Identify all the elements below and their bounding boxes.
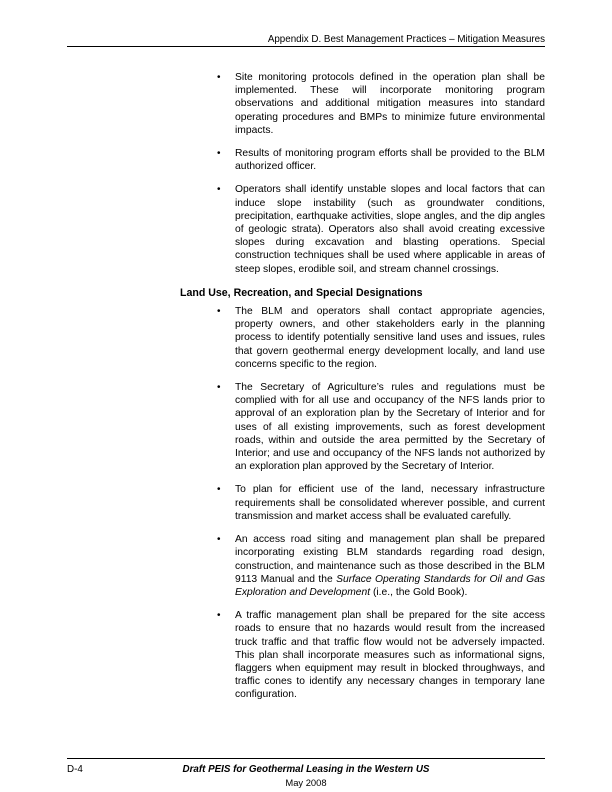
bullet-item: [180, 71, 545, 137]
footer-rule: [67, 758, 545, 759]
footer-page-number: D-4: [67, 764, 83, 775]
bullet-text: Site monitoring protocols defined in the operation plan shall be implemented. These will incorporate monitoring program observations and additional mitigation measures into standard operating procedures and BMPs to minimize future environmental impacts.: [235, 72, 545, 136]
bullet-marker: •: [217, 306, 221, 318]
bullet-item: [180, 483, 545, 523]
bullet-marker: •: [217, 610, 221, 622]
page-body: [180, 71, 545, 712]
bullet-item: [180, 183, 545, 275]
bullet-text: An access road siting and management plan shall be prepared incorporating existing BLM standards regarding road design, construction, and maintenance such as those described in the BLM 9113 Manual and the Surface Operating Standards for Oil and Gas Exploration and Development (i.e., the Gold Book).: [235, 534, 545, 598]
bullet-item: [180, 147, 545, 173]
bullet-marker: •: [217, 534, 221, 546]
bullet-text: The Secretary of Agriculture’s rules and regulations must be complied with for all use and occupancy of the NFS lands prior to approval of an exploration plan by the Secretary of Interior and for uses of all existing improvements, such as forest development roads, within and outside the area permitted by the Secretary of Interior; and use and occupancy of the NFS lands not authorized by an exploration plan approved by the Secretary of Interior.: [235, 382, 545, 473]
bullet-marker: •: [217, 184, 221, 196]
footer-date: May 2008: [285, 777, 327, 788]
bullet-item: [180, 305, 545, 371]
bullet-text: A traffic management plan shall be prepared for the site access roads to ensure that no hazards would result from the increased truck traffic and that traffic flow would not be adversely impacted. This plan shall incorporate measures such as informational signs, flaggers when equipment may result in blocked throughways, and traffic cones to identify any necessary changes in temporary lane configuration.: [235, 610, 545, 701]
footer-doc-title: Draft PEIS for Geothermal Leasing in the Western US: [182, 764, 430, 775]
bullet-text: To plan for efficient use of the land, necessary infrastructure requirements shall be consolidated wherever possible, and current transmission and market access shall be evaluated carefully.: [235, 484, 545, 522]
bullet-item: [180, 533, 545, 599]
bullet-marker: •: [217, 148, 221, 160]
bullet-text: Results of monitoring program efforts shall be provided to the BLM authorized officer.: [235, 148, 545, 173]
header-rule: [67, 46, 545, 47]
bullet-marker: •: [217, 72, 221, 83]
bullet-marker: •: [217, 382, 221, 394]
bullet-marker: •: [217, 484, 221, 496]
bullet-text: Operators shall identify unstable slopes and local factors that can induce slope instability (such as groundwater conditions, precipitation, earthquake activities, slope angles, and the dip angles of geologic strata). Operators also shall avoid creating excessive slopes during excavation and blasting operations. Special construction techniques shall be used where applicable in areas of steep slopes, erodible soil, and stream channel crossings.: [235, 184, 545, 275]
page-header-title: Appendix D. Best Management Practices – Mitigation Measures: [267, 34, 545, 45]
bullet-text: The BLM and operators shall contact appropriate agencies, property owners, and other stakeholders early in the planning process to identify potentially sensitive land uses and issues, rules that govern geothermal energy development locally, and land use concerns specific to the region.: [235, 306, 545, 370]
bullet-item: [180, 381, 545, 473]
footer-row: [67, 763, 545, 776]
section-heading: Land Use, Recreation, and Special Designations: [180, 286, 423, 299]
bullet-item: [180, 609, 545, 701]
